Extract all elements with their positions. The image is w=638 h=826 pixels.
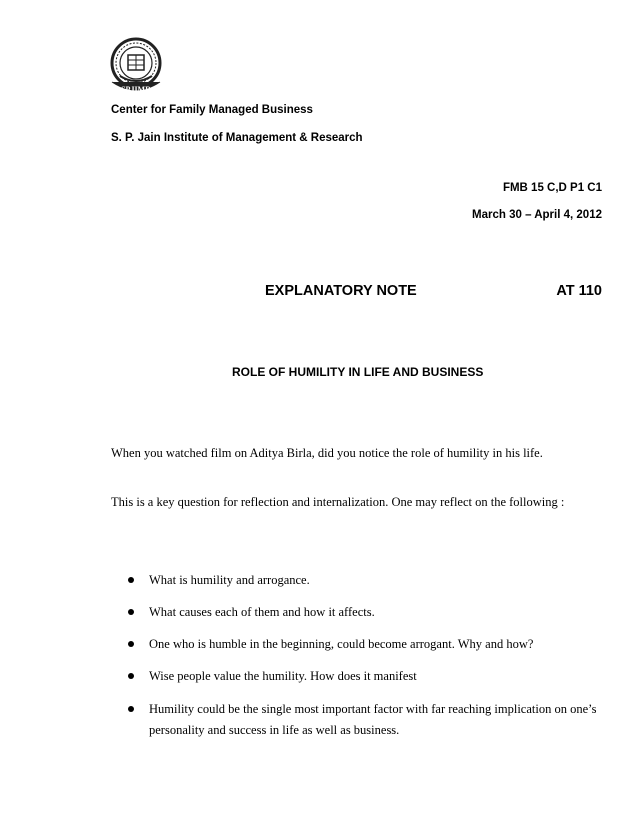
document-type-heading: EXPLANATORY NOTE [265, 283, 417, 299]
list-item [111, 570, 310, 591]
question-text: Humility could be the single most important factor with far reaching implication on one’s personality and success in life as well as business. [149, 702, 597, 737]
list-item [111, 602, 375, 623]
bullet-icon [128, 706, 134, 712]
center-name: Center for Family Managed Business [111, 104, 313, 116]
document-title: ROLE OF HUMILITY IN LIFE AND BUSINESS [232, 365, 484, 379]
course-code: FMB 15 C,D P1 C1 [502, 182, 602, 194]
spjimr-logo [106, 36, 166, 98]
logo-wordmark: SPJIMR [121, 85, 151, 94]
course-dates: March 30 – April 4, 2012 [472, 209, 602, 221]
document-number: AT 110 [556, 283, 602, 299]
intro-paragraph: When you watched film on Aditya Birla, did you notice the role of humility in his life. [111, 446, 543, 460]
reflection-paragraph: This is a key question for reflection and internalization. One may reflect on the following : [111, 495, 565, 509]
list-item [111, 634, 533, 655]
list-item [111, 666, 417, 687]
bullet-icon [128, 609, 134, 615]
question-text: Wise people value the humility. How does it manifest [149, 669, 417, 683]
list-item [111, 699, 611, 741]
institute-name: S. P. Jain Institute of Management & Research [111, 132, 363, 144]
bullet-icon [128, 673, 134, 679]
question-text: One who is humble in the beginning, could become arrogant. Why and how? [149, 637, 534, 651]
bullet-icon [128, 577, 134, 583]
bullet-icon [128, 641, 134, 647]
question-text: What causes each of them and how it affects. [149, 605, 375, 619]
question-text: What is humility and arrogance. [149, 573, 310, 587]
